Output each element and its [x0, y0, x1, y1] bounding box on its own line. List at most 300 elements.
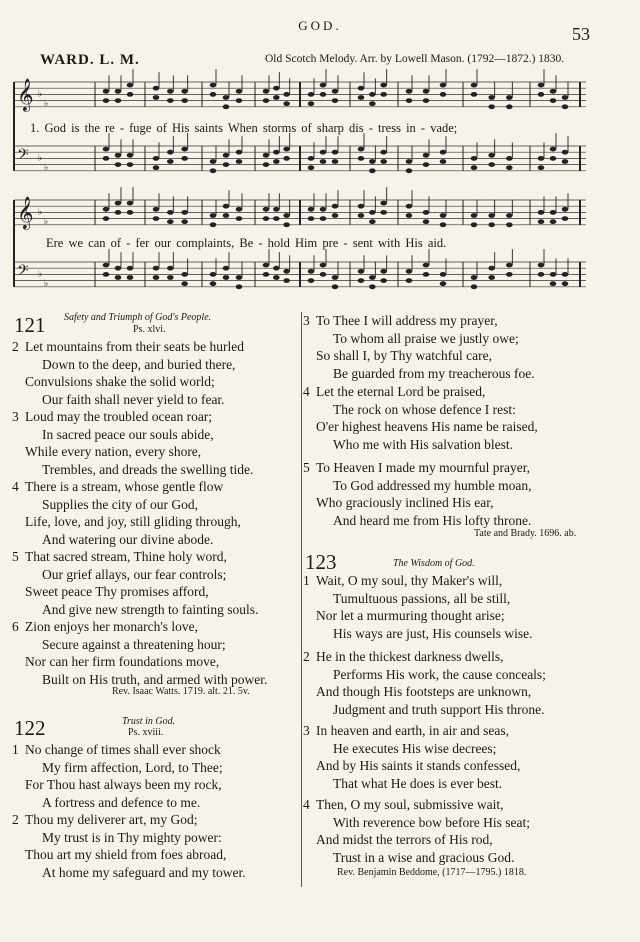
note-head: [380, 210, 387, 215]
verse-line: At home my safeguard and my tower.: [42, 864, 246, 880]
note-head: [210, 272, 217, 277]
note-head: [223, 153, 230, 158]
verse-number: 4: [303, 797, 310, 812]
note-head: [369, 275, 376, 280]
verse-line: To Thee I will address my prayer,: [316, 313, 498, 328]
note-head: [423, 263, 430, 268]
note-head: [263, 272, 270, 277]
verse-number: 3: [303, 313, 310, 328]
verse-line: Thou art my shield from foes abroad,: [25, 847, 227, 862]
note-head: [308, 101, 315, 106]
verse-line: To Heaven I made my mournful prayer,: [316, 460, 531, 475]
verse-line: While every nation, every shore,: [25, 444, 202, 459]
note-head: [153, 95, 160, 100]
verse-line: Trembles, and dreads the swelling tide.: [42, 461, 254, 477]
note-head: [167, 210, 174, 215]
note-head: [181, 147, 188, 152]
hymn-psalm-ref: Ps. xviii.: [128, 727, 164, 738]
note-head: [308, 207, 315, 212]
note-head: [283, 101, 290, 106]
note-head: [308, 92, 315, 97]
note-head: [358, 156, 365, 161]
verse-line: To God addressed my humble moan,: [333, 477, 532, 493]
note-head: [263, 153, 270, 158]
note-head: [308, 269, 315, 274]
verse-line: A fortress and defence to me.: [42, 794, 201, 810]
note-head: [210, 92, 217, 97]
flat-sign-icon: ♭: [44, 98, 49, 109]
note-head: [273, 159, 280, 164]
note-head: [358, 147, 365, 152]
verse-number: 4: [303, 384, 310, 399]
note-head: [223, 275, 230, 280]
verse-line: Our faith shall never yield to fear.: [42, 391, 225, 407]
note-head: [332, 150, 339, 155]
note-head: [167, 159, 174, 164]
note-head: [369, 159, 376, 164]
note-head: [181, 98, 188, 103]
note-head: [320, 83, 327, 88]
verse-line: My firm affection, Lord, to Thee;: [42, 759, 223, 775]
note-head: [115, 89, 122, 94]
hymn-psalm-ref: Ps. xlvi.: [133, 324, 166, 335]
note-head: [103, 272, 110, 277]
note-head: [358, 278, 365, 283]
note-head: [283, 278, 290, 283]
note-head: [562, 150, 569, 155]
note-head: [358, 213, 365, 218]
verse-line: And by His saints it stands confessed,: [316, 758, 521, 773]
note-head: [103, 147, 110, 152]
note-head: [153, 275, 160, 280]
note-head: [273, 86, 280, 91]
note-head: [153, 156, 160, 161]
note-head: [153, 165, 160, 170]
note-head: [332, 159, 339, 164]
verse-line: There is a stream, whose gentle flow: [25, 479, 224, 494]
note-head: [127, 153, 134, 158]
flat-sign-icon: ♭: [38, 269, 43, 280]
note-head: [440, 281, 447, 286]
note-head: [181, 156, 188, 161]
verse-line: The rock on whose defence I rest:: [333, 401, 516, 417]
hymn-attribution: Rev. Benjamin Beddome, (1717—1795.) 1818.: [337, 867, 527, 878]
note-head: [506, 156, 513, 161]
note-head: [488, 104, 495, 109]
note-head: [236, 284, 243, 289]
verse-line: Built on His truth, and armed with power.: [42, 671, 268, 687]
note-head: [380, 159, 387, 164]
verse-number: 1: [303, 573, 310, 588]
note-head: [440, 159, 447, 164]
verse-line: He in the thickest darkness dwells,: [316, 649, 504, 664]
verse-line: Let the eternal Lord be praised,: [316, 384, 486, 399]
note-head: [506, 222, 513, 227]
note-head: [283, 269, 290, 274]
note-head: [550, 210, 557, 215]
note-head: [167, 98, 174, 103]
note-head: [210, 159, 217, 164]
note-head: [263, 89, 270, 94]
note-head: [167, 266, 174, 271]
note-head: [369, 210, 376, 215]
verse-line: Tumultuous passions, all be still,: [333, 590, 511, 606]
note-head: [263, 263, 270, 268]
note-head: [167, 219, 174, 224]
note-head: [406, 168, 413, 173]
note-head: [406, 278, 413, 283]
note-head: [562, 104, 569, 109]
note-head: [115, 201, 122, 206]
verse-line: Down to the deep, and buried there,: [42, 356, 236, 372]
hymn-title: Trust in God.: [122, 716, 176, 727]
note-head: [320, 216, 327, 221]
note-head: [320, 263, 327, 268]
note-head: [263, 98, 270, 103]
note-head: [210, 213, 217, 218]
verse-line: Zion enjoys her monarch's love,: [25, 619, 199, 634]
note-head: [440, 83, 447, 88]
note-head: [223, 95, 230, 100]
verse-number: 6: [12, 619, 19, 634]
note-head: [273, 95, 280, 100]
note-head: [358, 86, 365, 91]
note-head: [423, 98, 430, 103]
note-head: [550, 156, 557, 161]
note-head: [103, 156, 110, 161]
note-head: [210, 168, 217, 173]
verse-line: He executes His wise decrees;: [333, 740, 497, 756]
note-head: [115, 275, 122, 280]
note-head: [308, 165, 315, 170]
verse-line: And give new strength to fainting souls.: [42, 601, 259, 617]
note-head: [103, 207, 110, 212]
verse-number: 4: [12, 479, 19, 494]
note-head: [369, 101, 376, 106]
note-head: [332, 213, 339, 218]
verse-line: Secure against a threatening hour;: [42, 636, 226, 652]
note-head: [406, 213, 413, 218]
verse-line: Sweet peace Thy promises afford,: [25, 584, 209, 599]
note-head: [332, 284, 339, 289]
music-lyric-line-2: Ere we can of - fer our complaints, Be - hold Him pre - sent with His aid.: [46, 236, 447, 250]
note-head: [538, 92, 545, 97]
note-head: [320, 207, 327, 212]
verse-line: In sacred peace our souls abide,: [42, 426, 214, 442]
note-head: [236, 150, 243, 155]
note-head: [423, 219, 430, 224]
note-head: [320, 159, 327, 164]
note-head: [167, 89, 174, 94]
hymn-attribution: Rev. Isaac Watts. 1719. alt. 21. 5v.: [112, 686, 250, 697]
verse-number: 3: [303, 723, 310, 738]
note-head: [488, 162, 495, 167]
note-head: [562, 159, 569, 164]
verse-line: Life, love, and joy, still gliding through,: [25, 514, 241, 529]
note-head: [153, 266, 160, 271]
tune-name: WARD. L. M.: [40, 52, 140, 68]
note-head: [332, 98, 339, 103]
note-head: [153, 86, 160, 91]
note-head: [181, 219, 188, 224]
treble-clef-icon: 𝄞: [17, 78, 34, 111]
note-head: [115, 210, 122, 215]
note-head: [283, 156, 290, 161]
note-head: [181, 272, 188, 277]
bass-clef-icon: 𝄢: [17, 262, 29, 283]
page-number: 53: [572, 24, 590, 44]
verse-line: No change of times shall ever shock: [25, 742, 221, 757]
note-head: [223, 204, 230, 209]
verse-line: And watering our divine abode.: [42, 531, 214, 547]
note-head: [236, 207, 243, 212]
hymn-title: The Wisdom of God.: [393, 558, 475, 569]
verse-line: Our grief allays, our fear controls;: [42, 566, 227, 582]
note-head: [550, 281, 557, 286]
flat-sign-icon: ♭: [44, 216, 49, 227]
note-head: [423, 153, 430, 158]
verse-number: 2: [12, 339, 19, 354]
note-head: [380, 150, 387, 155]
note-head: [127, 266, 134, 271]
note-head: [423, 162, 430, 167]
note-head: [440, 150, 447, 155]
note-head: [380, 269, 387, 274]
note-head: [488, 95, 495, 100]
verse-line: Who me with His salvation blest.: [333, 436, 513, 452]
note-head: [562, 95, 569, 100]
note-head: [380, 201, 387, 206]
note-head: [506, 104, 513, 109]
column-divider: [301, 312, 302, 887]
verse-number: 5: [303, 460, 310, 475]
verse-number: 5: [12, 549, 19, 564]
hymn-attribution: Tate and Brady. 1696. ab.: [474, 528, 577, 539]
note-head: [273, 150, 280, 155]
verse-line: With reverence bow before His seat;: [333, 814, 530, 830]
note-head: [263, 162, 270, 167]
note-head: [127, 162, 134, 167]
verse-line: Be guarded from my treacherous foe.: [333, 365, 535, 381]
note-head: [562, 281, 569, 286]
note-head: [406, 89, 413, 94]
flat-sign-icon: ♭: [38, 153, 43, 164]
note-head: [273, 207, 280, 212]
note-head: [440, 222, 447, 227]
note-head: [263, 207, 270, 212]
hymn-title: Safety and Triumph of God's People.: [64, 312, 212, 323]
note-head: [181, 89, 188, 94]
verse-line: Convulsions shake the solid world;: [25, 374, 215, 389]
note-head: [153, 216, 160, 221]
section-heading: GOD.: [298, 18, 342, 33]
note-head: [369, 284, 376, 289]
note-head: [423, 272, 430, 277]
note-head: [506, 95, 513, 100]
note-head: [440, 213, 447, 218]
note-head: [273, 266, 280, 271]
note-head: [115, 162, 122, 167]
note-head: [223, 266, 230, 271]
verse-line: That what He does is ever best.: [333, 775, 503, 791]
note-head: [358, 204, 365, 209]
note-head: [538, 263, 545, 268]
note-head: [406, 159, 413, 164]
verse-line: Thou my deliverer art, my God;: [25, 812, 198, 827]
note-head: [488, 222, 495, 227]
note-head: [550, 147, 557, 152]
music-lyric-line-1: 1. God is the re - fuge of His saints When storms of sharp dis - tress in - vade;: [30, 121, 458, 135]
note-head: [236, 216, 243, 221]
note-head: [283, 213, 290, 218]
verse-line: My trust is in Thy mighty power:: [42, 829, 222, 845]
note-head: [167, 275, 174, 280]
note-head: [127, 210, 134, 215]
note-head: [103, 89, 110, 94]
verse-line: Wait, O my soul, thy Maker's will,: [316, 573, 503, 588]
note-head: [423, 89, 430, 94]
hymn-number: 122: [14, 716, 46, 740]
note-head: [210, 83, 217, 88]
note-head: [210, 281, 217, 286]
note-head: [127, 275, 134, 280]
verse-line: And midst the terrors of His rod,: [316, 832, 493, 847]
note-head: [550, 98, 557, 103]
verse-line: Loud may the troubled ocean roar;: [25, 409, 213, 424]
note-head: [308, 278, 315, 283]
note-head: [406, 269, 413, 274]
note-head: [320, 272, 327, 277]
note-head: [471, 83, 478, 88]
verse-line: And heard me from His lofty throne.: [333, 512, 532, 528]
verse-line: Judgment and truth support His throne.: [333, 701, 545, 717]
flat-sign-icon: ♭: [38, 207, 43, 218]
note-head: [538, 83, 545, 88]
note-head: [236, 275, 243, 280]
note-head: [471, 222, 478, 227]
note-head: [380, 278, 387, 283]
flat-sign-icon: ♭: [44, 162, 49, 173]
note-head: [127, 92, 134, 97]
note-head: [308, 156, 315, 161]
note-head: [471, 284, 478, 289]
note-head: [283, 147, 290, 152]
note-head: [538, 219, 545, 224]
hymn-number: 121: [14, 313, 46, 337]
note-head: [181, 281, 188, 286]
hymn-number: 123: [305, 550, 337, 574]
note-head: [283, 222, 290, 227]
note-head: [115, 153, 122, 158]
verse-line: His ways are just, His counsels wise.: [333, 625, 533, 641]
verse-line: Who graciously inclined His ear,: [316, 495, 494, 510]
music-score: [0, 0, 640, 300]
verse-line: Let mountains from their seats be hurled: [25, 339, 244, 354]
note-head: [369, 168, 376, 173]
note-head: [236, 159, 243, 164]
flat-sign-icon: ♭: [38, 89, 43, 100]
flat-sign-icon: ♭: [44, 278, 49, 289]
note-head: [115, 266, 122, 271]
verse-line: Trust in a wise and gracious God.: [333, 849, 515, 865]
note-head: [223, 213, 230, 218]
note-head: [320, 150, 327, 155]
note-head: [440, 92, 447, 97]
verse-number: 3: [12, 409, 19, 424]
verse-line: In heaven and earth, in air and seas,: [316, 723, 510, 738]
verse-line: And though His footsteps are unknown,: [316, 684, 532, 699]
verse-line: That sacred stream, Thine holy word,: [25, 549, 227, 564]
note-head: [538, 156, 545, 161]
note-head: [223, 162, 230, 167]
verse-line: Then, O my soul, submissive wait,: [316, 797, 504, 812]
note-head: [538, 165, 545, 170]
note-head: [127, 83, 134, 88]
note-head: [236, 98, 243, 103]
note-head: [471, 165, 478, 170]
note-head: [538, 272, 545, 277]
note-head: [550, 272, 557, 277]
note-head: [380, 92, 387, 97]
note-head: [308, 216, 315, 221]
verse-line: O'er highest heavens His name be raised,: [316, 419, 538, 434]
note-head: [506, 165, 513, 170]
note-head: [488, 275, 495, 280]
note-head: [562, 272, 569, 277]
verse-number: 1: [12, 742, 19, 757]
note-head: [406, 204, 413, 209]
note-head: [538, 210, 545, 215]
note-head: [167, 150, 174, 155]
note-head: [332, 89, 339, 94]
note-head: [283, 92, 290, 97]
note-head: [488, 266, 495, 271]
note-head: [115, 98, 122, 103]
note-head: [210, 222, 217, 227]
tune-credit: Old Scotch Melody. Arr. by Lowell Mason. (1792—1872.) 1830.: [265, 53, 565, 65]
verse-number: 2: [12, 812, 19, 827]
note-head: [127, 201, 134, 206]
verse-line: Supplies the city of our God,: [42, 496, 198, 512]
note-head: [103, 263, 110, 268]
note-head: [273, 216, 280, 221]
note-head: [369, 92, 376, 97]
note-head: [223, 104, 230, 109]
note-head: [488, 153, 495, 158]
note-head: [358, 95, 365, 100]
note-head: [423, 210, 430, 215]
note-head: [332, 275, 339, 280]
bass-clef-icon: 𝄢: [17, 146, 29, 167]
note-head: [406, 98, 413, 103]
note-head: [181, 210, 188, 215]
verse-line: Performs His work, the cause conceals;: [333, 666, 546, 682]
note-head: [380, 83, 387, 88]
note-head: [506, 263, 513, 268]
note-head: [358, 269, 365, 274]
note-head: [103, 216, 110, 221]
note-head: [236, 89, 243, 94]
note-head: [103, 98, 110, 103]
note-head: [440, 272, 447, 277]
note-head: [273, 275, 280, 280]
note-head: [263, 216, 270, 221]
note-head: [488, 213, 495, 218]
note-head: [320, 92, 327, 97]
verse-line: Nor let a murmuring thought arise;: [316, 608, 505, 623]
note-head: [332, 204, 339, 209]
note-head: [506, 213, 513, 218]
